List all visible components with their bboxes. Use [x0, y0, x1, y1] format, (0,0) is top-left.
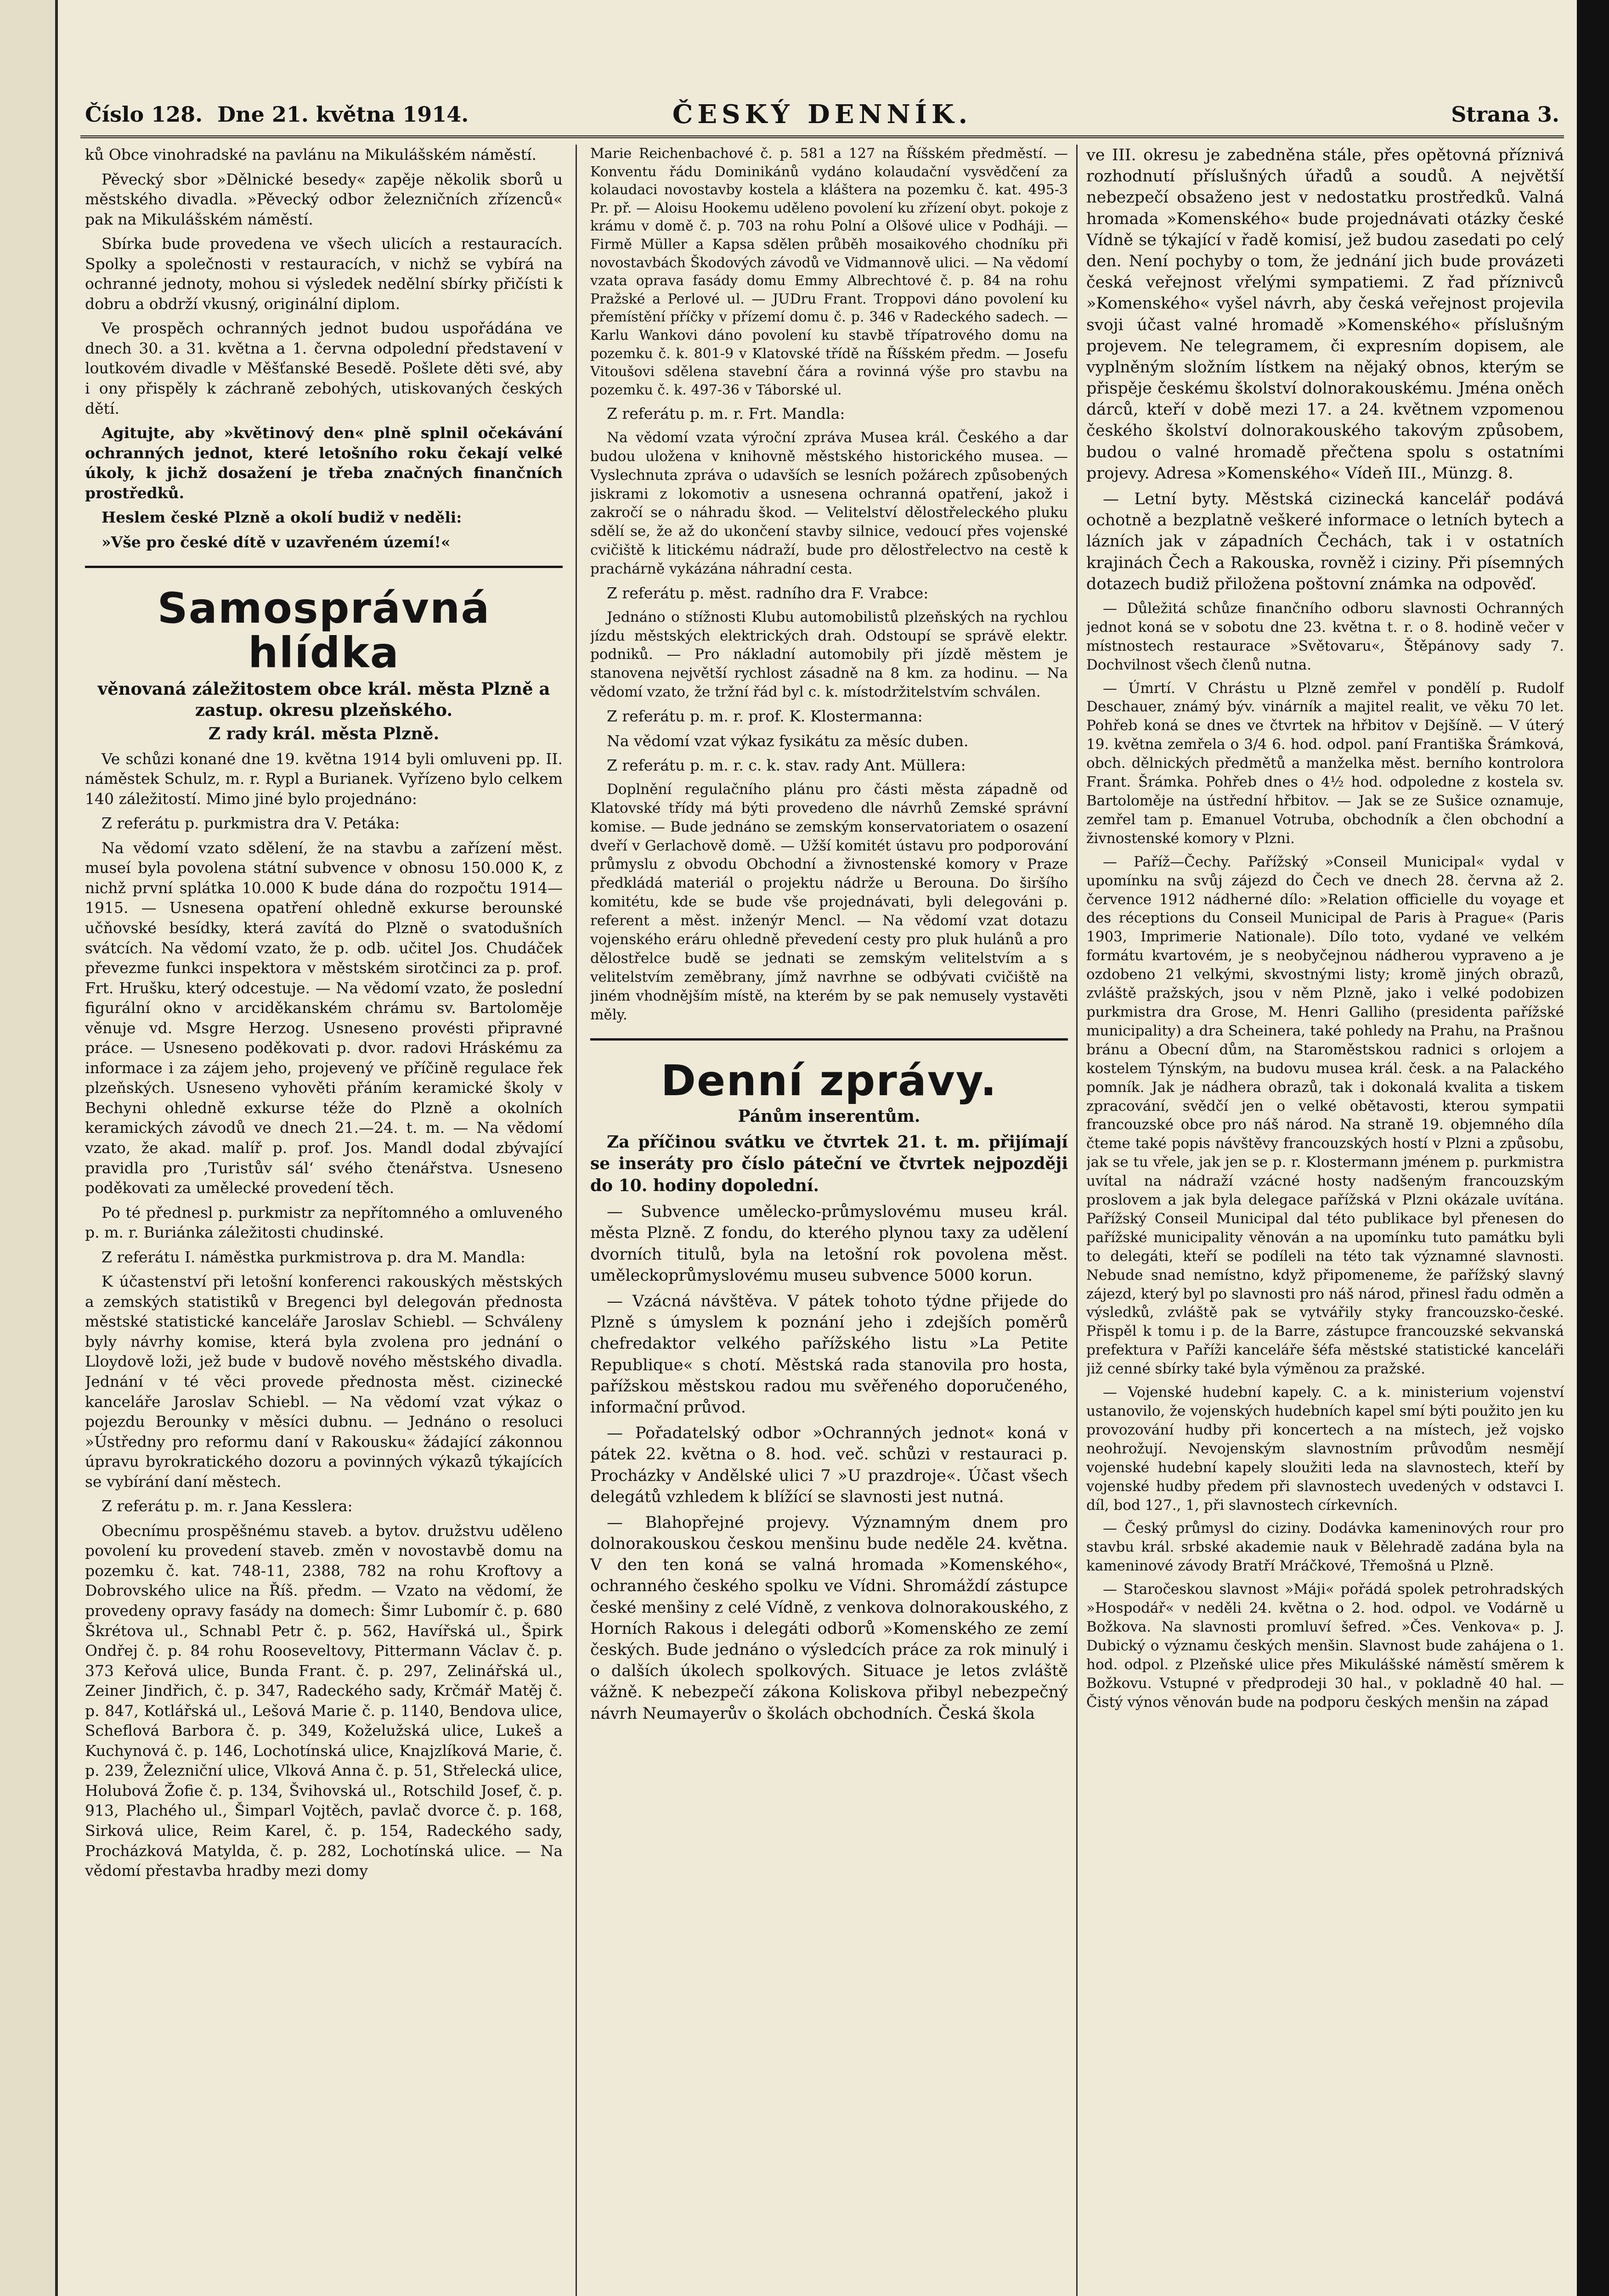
paragraph: Marie Reichenbachové č. p. 581 a 127 na Říšském předměstí. — Konventu řádu Dominikánů vydáno kolaudační vysvědčení za kolaudaci novostavby kostela a kláštera na pozemku č. kat. 495-3 Pr. př. — Aloisu Hookemu uděleno povolení ku zřízení obyt. pokoje z krámu v domě č. p. 703 na rohu Polní a Olšové ulice v Podháji. — Firmě Müller a Kapsa sdělen průběh mosaikového chodníku při novostavbách Škodových závodů ve Vidmannově ulici. — Na vědomí vzata oprava fasády domu Emmy Albrechtové č. p. 84 na rohu Pražské a Perlové ul. — JUDru Frant. Troppovi dáno povolení ku přemístění příčky v přízemí domu č. p. 346 v Radeckého sadech. — Karlu Wankovi dáno povolení ku stavbě třípatrového domu na pozemku č. k. 801-9 v Klatovské třídě na Říšském předm. — Josefu Vitoušovi sdělena stavební čára a rovinná výše pro stavbu na pozemku č. k. 497-36 v Táborské ul. — [590, 146, 1068, 398]
scan-border — [1577, 0, 1609, 2296]
paragraph: — Paříž—Čechy. Pařížský »Conseil Municipal« vydal v upomínku na svůj zájezd do Čech ve dnech 28. června až 2. července 1912 nádherné dílo: »Relation officielle du voyage et des réceptions du Conseil Municipal de Paris à Prague« (Paris 1903, Imprimerie Nationale). Dílo toto, vydané ve velkém formátu kvartovém, je s neobyčejnou nádherou vypraveno a je ozdobeno 21 velkými, skvostnými listy; kromě jiných obrazů, zvláště pražských, jsou v něm Plzně, jako i velké podobizen purkmistra dra Grose, M. Henri Galliho (presidenta pařížské municipality) a dra Scheinera, také pohledy na Prahu, na Prašnou bránu a Obecní dům, na Staroměstskou radnici s orlojem a kostelem Týnským, na budovu musea král. česk. a na Palackého pomník. Jak je nádhera obrazů, tak i dokonalá kvalita a tiskem zpracování, svědčí jen o velké obětavosti, kterou sympatii francouzské obce pro náš národ. Na straně 19. objemného díla čteme také popis návštěvy francouzských hostí v Plzni a způsobu, jak se tu vřele, jak jen se p. r. Klostermann jménem p. purkmistra uvítal na nádraží vzácné hosty nadšeným francouzským proslovem a jak byla delegace pařížská v Plzni okázale uvítána. Pařížský Conseil Municipal dal této publikace byl přenesen do pařížské municipality věnován a na upomínku tuto památku byli to delegáti, kteří se podíleli na této tak významné slavnosti. Nebude snad nemístno, když připomeneme, že pařížský slavný zájezd, který byl po slavnosti pro náš národ, přinesl řadu odměn a výsledků, zvláště pak se vytvářily styky francouzsko-české. Přispěl k tomu i p. de la Barre, zástupce francouzské sekvanská prefektura v Paříži kanceláře šéfa městské statistické kanceláři již cenné sbírky také byla výměnou za pražské. — [1086, 853, 1564, 1378]
paragraph: Agitujte, aby »květinový den« plně splnil očekávání ochranných jednot, které letošního roku čekají velké úkoly, k jichž dosažení je třeba značných finančních prostředků. — [85, 424, 563, 502]
paragraph: Ve prospěch ochranných jednot budou uspořádána ve dnech 30. a 31. května a 1. června odpolední představení v loutkovém divadle v Měšťanské Besedě. Pošlete děti své, aby i ony přispěly k záchraně zebohých, utiskovaných českých dětí. — [85, 319, 563, 417]
paragraph: Z referátu p. purkmistra dra V. Petáka: — [102, 814, 400, 833]
paragraph: — Blahopřejné projevy. Významným dnem pro dolnorakouskou českou menšinu bude neděle 24. května. V den ten koná se valná hromada »Komenského«, ochranného českého spolku ve Vídni. Shromáždí zástupce české menšiny z celé Vídně, z venkova dolnorakouského, z Horních Rakous i delegáti odborů »Komenského ze zemí českých. Bude jednáno o výsledcích práce za rok minulý i o dalších úkolech spolkových. Situace je letos zvláště vážně. K nebezpečí zákona Koliskova přibyl nebezpečný návrh Neumayerův o školách obchodních. Česká škola — [590, 1513, 1068, 1723]
masthead-title: ČESKÝ DENNÍK. — [672, 99, 972, 129]
paragraph: Doplnění regulačního plánu pro části města západně od Klatovské třídy má býti provedeno dle návrhů Zemské správní komise. — Bude jednáno se zemským konservatoriatem o osazení dveří v Gerlachově domě. — Užší komitét ústavu pro podporování průmyslu z obvodu Obchodní a živnostenské komory v Praze předkládá materiál o projektu nádrže u Berouna. Do širšího komitétu, kde se bude vše projednávati, byli delegováni p. referent a měst. inženýr Mencl. — Na vědomí vzat dotazu vojenského eráru ohledně převedení cesty pro pluk hulánů a pro dělostřelce budě se jednati se zemským velitelstvím a s velitelstvím zeměbrany, jímž navrhne se odbývati cvičiště na jiném vhodnějším místě, na kterém by se pak nemusely vystavěti měly. — [590, 781, 1068, 1023]
section-divider — [85, 566, 563, 568]
column-rule — [1076, 145, 1078, 2296]
adjacent-page-edge — [0, 0, 58, 2296]
paragraph: — Důležitá schůze finančního odboru slavnosti Ochranných jednot koná se v sobotu dne 23. května t. r. o 8. hodině večer v místnostech restaurace »Světovaru«, Štěpánovy sady 7. Dochvilnost všech členů nutna. — [1086, 600, 1564, 673]
paragraph: Sbírka bude provedena ve všech ulicích a restauracích. Spolky a společnosti v restauracích, v nichž se vybírá na ochranné jednoty, mohou si výsledek nedělní sbírky přičísti k dobru a obdrží vkusný, originální diplom. — [85, 235, 563, 313]
paragraph: Ve schůzi konané dne 19. května 1914 byli omluveni pp. II. náměstek Schulz, m. r. Rypl a Burianek. Vyřízeno bylo celkem 140 záležitostí. Mimo jiné bylo projednáno: — [85, 749, 563, 808]
paragraph: Z referátu p. m. r. c. k. stav. rady Ant. Müllera: — [607, 756, 966, 775]
section-title-denni-zpravy: Denní zprávy. — [661, 1056, 998, 1105]
page-header — [80, 92, 1564, 138]
paragraph: — Úmrtí. V Chrástu u Plzně zemřel v pondělí p. Rudolf Deschauer, známý býv. vinárník a majitel realit, ve věku 70 let. Pohřeb koná se dnes ve čtvrtek na hřbitov v Dejšíně. — V úterý 19. května zemřela o 3/4 6. hod. odpol. paní Františka Šrámková, obch. dělnických předmětů a manželka měst. berního kontrolora Frant. Šrámka. Pohřeb dnes o 4½ hod. odpoledne z kostela sv. Bartoloměje na ústřední hřbitov. — Jak se ze Sušice oznamuje, zemřel tam p. Emanuel Votruba, obchodník a člen obchodní a živnostenské komory v Plzni. — [1086, 680, 1564, 847]
section-divider — [590, 1038, 1068, 1041]
paragraph: Obecnímu prospěšnému staveb. a bytov. družstvu uděleno povolení ku provedení staveb. změn v novostavbě domu na pozemku č. kat. 748-11, 2388, 782 na rohu Kroftovy a Dobrovského ulice na Říš. předm. — Vzato na vědomí, že provedeny opravy fasády na domech: Šimr Lubomír č. p. 680 Škrétova ul., Schnabl Petr č. p. 562, Havířská ul., Špirk Ondřej č. p. 84 rohu Rooseveltovy, Pittermann Václav č. p. 373 Keřová ulice, Bunda Frant. č. p. 297, Zelinářská ul., Zeiner Jindřich, č. p. 347, Radeckého sady, Krčmář Matěj č. p. 847, Kotlářská ul., Lešová Marie č. p. 1140, Bendova ulice, Scheflová Barbora č. p. 349, Koželužská ulice, Lukeš a Kuchynová č. p. 146, Lochotínská ulice, Knajzlíková Marie, č. p. 239, Železniční ulice, Vlková Anna č. p. 51, Střelecká ulice, Holubová Žofie č. p. 134, Švihovská ul., Rotschild Josef, č. p. 913, Plachého ul., Šimparl Vojtěch, pavlač dvorce č. p. 168, Sirková ulice, Reim Karel, č. p. 154, Radeckého sady, Procházková Matylda, č. p. 282, Lochotínská ulice. — Na vědomí přestavba hradby mezi domy — [85, 1521, 563, 1880]
newspaper-page — [80, 92, 1564, 2296]
paragraph: Jednáno o stížnosti Klubu automobilistů plzeňských na rychlou jízdu městských elektrických drah. Odstoupí se správě elektr. podniků. — Pro nákladní automobily při jízdě městem je stanovena největší rychlost zásadně na 8 km. za hodinu. — Na vědomí vzato, že tržní řád byl c. k. místodržitelstvím schválen. — [590, 608, 1068, 701]
issue-date: Dne 21. května 1914. — [217, 102, 469, 127]
paragraph: — Vzácná návštěva. V pátek tohoto týdne přijede do Plzně s úmyslem k poznání jeho i zdejších poměrů chefredaktor velkého pařížského listu »La Petite Republique« s chotí. Městská rada stanovila pro hosta, pařížskou městskou radou mu svěřeného doporučeného, informační průvod. — [590, 1292, 1068, 1417]
column-3 — [1086, 145, 1564, 2296]
paragraph: Po té přednesl p. purkmistr za nepřítomného a omluveného p. m. r. Buriánka záležitosti chudinské. — [85, 1203, 563, 1242]
paragraph: — Vojenské hudební kapely. C. a k. ministerium vojenství ustanovilo, že vojenských hudebních kapel smí býti použito jen ku provozování hudby při koncertech a na místech, jež vojsko neohrožují. Nevojenským slavnostním průvodům nesmějí vojenské hudební kapely sloužiti leda na slavnostech, kteří by vojenské hudby předem při slavnostech uvedených v odstavci I. díl, bod 127., 1, při slavnostech církevních. — [1086, 1384, 1564, 1514]
column-1 — [85, 145, 563, 2296]
paragraph: — Český průmysl do ciziny. Dodávka kameninových rour pro stavbu král. srbské akademie nauk v Bělehradě zadána byla na kameninové závody Bratří Mráčkové, Třemošná u Plzně. — [1086, 1520, 1564, 1575]
paragraph: ků Obce vinohradské na pavlánu na Mikulášském náměstí. — [85, 146, 537, 163]
paragraph: Heslem české Plzně a okolí budiž v neděli: — [102, 508, 462, 527]
paragraph: Z referátu p. m. r. prof. K. Klostermanna: — [607, 707, 923, 726]
section-subtitle: věnovaná záležitostem obce král. města Plzně a zastup. okresu plzeňského. — [97, 678, 550, 720]
paragraph: K účastenství při letošní konferenci rakouských městských a zemských statistiků v Bregenci byl delegován přednosta městské statistické kanceláře Jaroslav Schiebl. — Schváleny byly návrhy komise, která byla zvolena pro jednání o Lloydově loži, jež bude v budově nového městského divadla. Jednání v té věci provede přednosta měst. cizinecké kanceláře Jaroslav Schiebl. — Na vědomí vzat výkaz o pojezdu Berounky v měsíci dubnu. — Jednáno o resoluci »Ústředny pro reformu daní v Rakousku« žádající zákonnou úpravu byrokratického dozoru a povinných výkazů týkajících se vybírání daní městech. — [85, 1272, 563, 1491]
paragraph: Z referátu p. měst. radního dra F. Vrabce: — [607, 584, 929, 602]
paragraph: Z referátu I. náměstka purkmistrova p. dra M. Mandla: — [102, 1248, 525, 1266]
page-number: Strana 3. — [1451, 102, 1559, 127]
paragraph: Pěvecký sbor »Dělnické besedy« zapěje několik sborů u městského divadla. »Pěvecký odbor železničních zřízenců« pak na Mikulášském náměstí. — [85, 170, 563, 228]
paragraph: Na vědomí vzat výkaz fysikátu za měsíc duben. — [607, 732, 969, 750]
column-2 — [590, 145, 1068, 2296]
issue-number: Číslo 128. — [85, 102, 203, 127]
paragraph: — Subvence umělecko-průmyslovému museu král. města Plzně. Z fondu, do kterého plynou taxy za udělení dvorních titulů, byla na letošní rok povolena měst. uměleckoprůmyslovému museu subvence 5000 korun. — [590, 1203, 1068, 1285]
paragraph: — Staročeskou slavnost »Máji« pořádá spolek petrohradských »Hospodář« v neděli 24. května o 2. hod. odpol. ve Vodárně u Božkova. Na slavnosti promluví šefred. »Čes. Venkova« p. J. Dubický o významu českých menšin. Slavnost bude zahájena o 1. hod. odpol. z Plzeňské ulice přes Mikulášské náměstí směrem k Božkovu. Vstupné v předprodeji 30 hal., v pokladně 40 hal. — Čistý výnos věnován bude na podporu českých menšin na západ — [1086, 1581, 1564, 1711]
article-headline: Z rady král. města Plzně. — [208, 724, 440, 744]
paragraph: ve III. okresu je zabedněna stále, přes opětovná příznivá rozhodnutí příslušných úřadů a soudů. A největší nebezpečí obsaženo jest v nedostatku prostředků. Valná hromada »Komenského« bude projednávati otázky české Vídně se týkající v řadě komisí, jež budou zasedati po celý den. Není pochyby o tom, že jednání jich bude provázeti česká veřejnost vřelými sympatiemi. Z řad příznivců »Komenského« vyšel návrh, aby česká veřejnost projevila svoji účast valné hromadě »Komenského« příslušným projevem. Ne telegramem, či expresním dopisem, ale vyplněným složním lístkem na nějaký obnos, kterým se přispěje českému školství dolnorakouskému. Jména oněch dárců, kteří v době mezi 17. a 24. květnem vzpomenou českého školství dolnorakouského takovým způsobem, budou o valné hromadě přečtena spolu s ostatními projevy. Adresa »Komenského« Vídeň III., Münzg. 8. — [1086, 146, 1564, 483]
notice-headline: Pánům inserentům. — [738, 1107, 920, 1126]
section-title-samospravna: Samosprávná hlídka — [157, 584, 491, 677]
column-rule — [576, 145, 577, 2296]
paragraph: Z referátu p. m. r. Frt. Mandla: — [607, 405, 845, 423]
paragraph: Na vědomí vzata výroční zpráva Musea král. Českého a dar budou uložena v knihovně městského historického musea. — Vyslechnuta zpráva o udavších se lesních požárech způsobených jiskrami z lokomotiv a usnesena ochranná opatření, jakož i zakročí se o náhradu škod. — Velitelství dělostřeleckého pluku sdělí se, že až do ukončení stavby silnice, vedoucí přes vojenské cvičiště k litickému nádraží, bude pro dělostřelectvo na cestě k prachárně vykázána náhradní cesta. — [590, 429, 1068, 578]
paragraph: Z referátu p. m. r. Jana Kesslera: — [102, 1497, 353, 1515]
paragraph: Na vědomí vzato sdělení, že na stavbu a zařízení měst. museí byla povolena státní subvence v obnosu 150.000 K, z nichž první splátka 10.000 K bude dána do rozpočtu 1914—1915. — Usnesena opatření ohledně exkurse berounské učňovské besídky, která zavítá do Plzně o svatodušních svátcích. Na vědomí vzato, že p. odb. učitel Jos. Chudáček převezme funkci inspektora v městském sirotčinci za p. prof. Frt. Hrušku, který odcestuje. — Na vědomí vzato, že poslední figurální okno v arciděkanském chrámu sv. Bartoloměje věnuje vd. Msgre Herzog. Usneseno provésti připravné práce. — Usneseno poděkovati p. dvor. radovi Hráskému za informace i za zájem jeho, projevený ve příčině regulace řek plzeňských. Usneseno vyhověti přáním keramické školy v Bechyni ohledně exkurse téže do Plzně a okolních keramických závodů ve dnech 21.—24. t. m. — Na vědomí vzato, že akad. malíř p. prof. Jos. Mandl dodal zbývající pravidla pro ‚Turistův sál‘ svého čtenářstva. Usneseno poděkovati za umělecké provedení těch. — [85, 838, 563, 1197]
paragraph: »Vše pro české dítě v uzavřeném území!« — [102, 533, 451, 551]
paragraph: — Pořadatelský odbor »Ochranných jednot« koná v pátek 22. května o 8. hod. več. schůzi v restauraci p. Procházky v Andělské ulici 7 »U prazdroje«. Účast všech delegátů vzhledem k blížící se slavnosti jest nutná. — [590, 1424, 1068, 1506]
paragraph: Za příčinou svátku ve čtvrtek 21. t. m. přijímají se inseráty pro číslo páteční ve čtvrtek nejpozději do 10. hodiny dopolední. — [590, 1132, 1068, 1195]
paragraph: — Letní byty. Městská cizinecká kancelář podává ochotně a bezplatně veškeré informace o letních bytech a lázních jak v západních Čechách, tak i v ostatních krajinách Čech a Rakouska, rovněž i ciziny. Při písemných dotazech budiž přiložena poštovní známka na odpověď. — [1086, 490, 1564, 593]
